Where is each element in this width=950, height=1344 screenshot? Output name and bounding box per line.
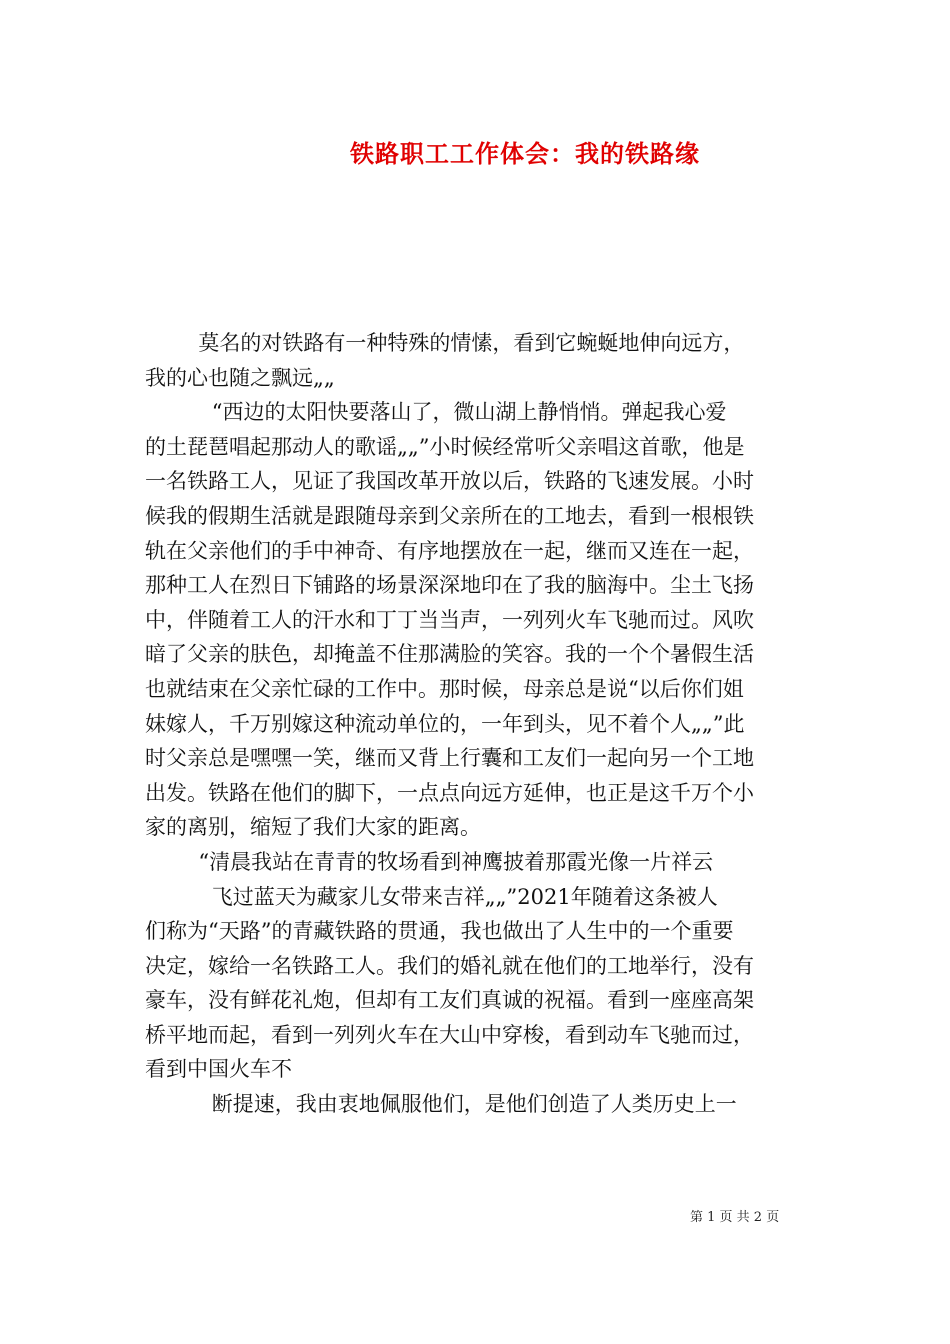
body-line: “西边的太阳快要落山了，微山湖上静悄悄。弹起我心爱	[145, 400, 727, 425]
body-line: 们称为“天路”的青藏铁路的贯通，我也做出了人生中的一个重要	[145, 919, 734, 944]
body-line: 那种工人在烈日下铺路的场景深深地印在了我的脑海中。尘土飞扬	[145, 573, 754, 598]
body-line: 莫名的对铁路有一种特殊的情愫，看到它蜿蜒地伸向远方，	[145, 331, 745, 355]
document-body	[145, 326, 825, 1122]
body-line: 时父亲总是嘿嘿一笑，继而又背上行囊和工友们一起向另一个工地	[145, 746, 754, 771]
body-line: 候我的假期生活就是跟随母亲到父亲所在的工地去，看到一根根铁	[145, 503, 754, 528]
body-line: 轨在父亲他们的手中神奇、有序地摆放在一起，继而又连在一起，	[145, 538, 754, 563]
page-footer: 第 1 页 共 2 页	[690, 1210, 780, 1225]
body-line: 我的心也随之飘远„„	[145, 365, 335, 390]
document-title: 铁路职工工作体会：我的铁路缘	[350, 139, 700, 168]
body-line: 看到中国火车不	[145, 1057, 292, 1082]
body-line: 飞过蓝天为藏家儿女带来吉祥„„”2021年随着这条被人	[145, 884, 718, 909]
body-line: 中，伴随着工人的汗水和丁丁当当声，一列列火车飞驰而过。风吹	[145, 607, 754, 632]
body-line: 也就结束在父亲忙碌的工作中。那时候，母亲总是说“以后你们姐	[145, 676, 744, 701]
body-line: “清晨我站在青青的牧场看到神鹰披着那霞光像一片祥云	[145, 849, 714, 874]
body-line: 断提速，我由衷地佩服他们，是他们创造了人类历史上一	[145, 1092, 737, 1117]
body-line: 豪车，没有鲜花礼炮，但却有工友们真诚的祝福。看到一座座高架	[145, 988, 754, 1013]
body-line: 的土琵琶唱起那动人的歌谣„„”小时候经常听父亲唱这首歌，他是	[145, 434, 745, 459]
body-line: 一名铁路工人，见证了我国改革开放以后，铁路的飞速发展。小时	[145, 469, 754, 494]
body-line: 家的离别，缩短了我们大家的距离。	[145, 815, 481, 840]
body-line: 妹嫁人，千万别嫁这种流动单位的，一年到头，见不着个人„„”此	[145, 711, 745, 736]
body-line: 出发。铁路在他们的脚下，一点点向远方延伸，也正是这千万个小	[145, 780, 754, 805]
body-line: 暗了父亲的肤色，却掩盖不住那满脸的笑容。我的一个个暑假生活	[145, 642, 754, 667]
body-line: 决定，嫁给一名铁路工人。我们的婚礼就在他们的工地举行，没有	[145, 953, 754, 978]
body-line: 桥平地而起，看到一列列火车在大山中穿梭，看到动车飞驰而过，	[145, 1022, 754, 1047]
